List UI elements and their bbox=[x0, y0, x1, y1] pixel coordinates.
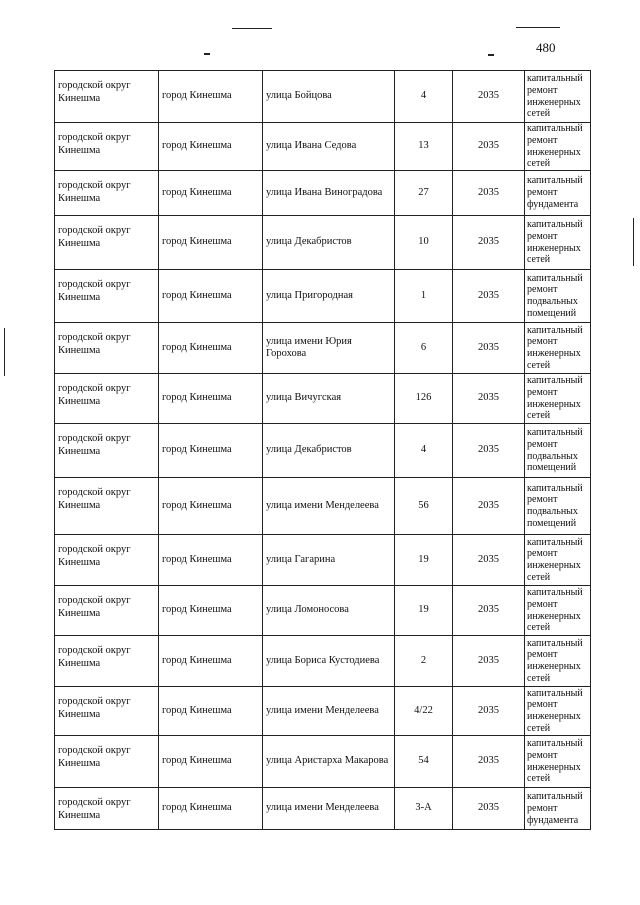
house-number-cell: 4 bbox=[395, 71, 453, 123]
street-cell: улица имени Менделеева bbox=[263, 687, 395, 736]
work-type-cell: капитальный ремонт инженерных сетей bbox=[525, 374, 591, 424]
house-number-cell: 19 bbox=[395, 586, 453, 636]
street-cell: улица Аристарха Макарова bbox=[263, 736, 395, 788]
work-type-cell: капитальный ремонт инженерных сетей bbox=[525, 636, 591, 687]
house-number-cell: 1 bbox=[395, 270, 453, 323]
year-cell: 2035 bbox=[453, 636, 525, 687]
work-type-cell: капитальный ремонт инженерных сетей bbox=[525, 535, 591, 586]
table-row bbox=[55, 374, 591, 424]
table-row bbox=[55, 687, 591, 736]
year-cell: 2035 bbox=[453, 171, 525, 216]
work-type-cell: капитальный ремонт инженерных сетей bbox=[525, 736, 591, 788]
district-cell: городской округ Кинешма bbox=[55, 216, 159, 270]
house-number-cell: 27 bbox=[395, 171, 453, 216]
page-number: 480 bbox=[536, 40, 556, 55]
work-type-cell: капитальный ремонт инженерных сетей bbox=[525, 71, 591, 123]
year-cell: 2035 bbox=[453, 687, 525, 736]
year-cell: 2035 bbox=[453, 374, 525, 424]
table-row bbox=[55, 478, 591, 535]
house-number-cell: 56 bbox=[395, 478, 453, 535]
city-cell: город Кинешма bbox=[159, 535, 263, 586]
district-cell: городской округ Кинешма bbox=[55, 71, 159, 123]
table-row bbox=[55, 535, 591, 586]
housing-repair-table bbox=[54, 70, 591, 830]
work-type-cell: капитальный ремонт подвальных помещений bbox=[525, 270, 591, 323]
city-cell: город Кинешма bbox=[159, 687, 263, 736]
year-cell: 2035 bbox=[453, 478, 525, 535]
street-cell: улица Гагарина bbox=[263, 535, 395, 586]
work-type-cell: капитальный ремонт подвальных помещений bbox=[525, 478, 591, 535]
street-cell: улица Ивана Виноградова bbox=[263, 171, 395, 216]
year-cell: 2035 bbox=[453, 270, 525, 323]
scan-mark-dash-left bbox=[204, 53, 210, 55]
house-number-cell: 10 bbox=[395, 216, 453, 270]
scan-mark-dash-right bbox=[488, 54, 494, 56]
work-type-cell: капитальный ремонт инженерных сетей bbox=[525, 123, 591, 171]
year-cell: 2035 bbox=[453, 586, 525, 636]
city-cell: город Кинешма bbox=[159, 478, 263, 535]
city-cell: город Кинешма bbox=[159, 270, 263, 323]
district-cell: городской округ Кинешма bbox=[55, 171, 159, 216]
scan-mark-top-left bbox=[232, 28, 272, 29]
work-type-cell: капитальный ремонт инженерных сетей bbox=[525, 216, 591, 270]
district-cell: городской округ Кинешма bbox=[55, 788, 159, 830]
house-number-cell: 19 bbox=[395, 535, 453, 586]
street-cell: улица имени Менделеева bbox=[263, 788, 395, 830]
house-number-cell: 4 bbox=[395, 424, 453, 478]
work-type-cell: капитальный ремонт подвальных помещений bbox=[525, 424, 591, 478]
year-cell: 2035 bbox=[453, 123, 525, 171]
work-type-cell: капитальный ремонт инженерных сетей bbox=[525, 586, 591, 636]
district-cell: городской округ Кинешма bbox=[55, 374, 159, 424]
city-cell: город Кинешма bbox=[159, 71, 263, 123]
work-type-cell: капитальный ремонт фундамента bbox=[525, 171, 591, 216]
street-cell: улица Вичугская bbox=[263, 374, 395, 424]
street-cell: улица Бориса Кустодиева bbox=[263, 636, 395, 687]
work-type-cell: капитальный ремонт фундамента bbox=[525, 788, 591, 830]
house-number-cell: 54 bbox=[395, 736, 453, 788]
district-cell: городской округ Кинешма bbox=[55, 535, 159, 586]
table-row bbox=[55, 736, 591, 788]
table-row bbox=[55, 636, 591, 687]
year-cell: 2035 bbox=[453, 788, 525, 830]
work-type-cell: капитальный ремонт инженерных сетей bbox=[525, 687, 591, 736]
city-cell: город Кинешма bbox=[159, 586, 263, 636]
house-number-cell: 4/22 bbox=[395, 687, 453, 736]
city-cell: город Кинешма bbox=[159, 323, 263, 374]
district-cell: городской округ Кинешма bbox=[55, 424, 159, 478]
district-cell: городской округ Кинешма bbox=[55, 736, 159, 788]
table-row bbox=[55, 216, 591, 270]
table-row bbox=[55, 71, 591, 123]
district-cell: городской округ Кинешма bbox=[55, 478, 159, 535]
street-cell: улица Ломоносова bbox=[263, 586, 395, 636]
city-cell: город Кинешма bbox=[159, 736, 263, 788]
table-row bbox=[55, 586, 591, 636]
street-cell: улица имени Юрия Горохова bbox=[263, 323, 395, 374]
district-cell: городской округ Кинешма bbox=[55, 687, 159, 736]
city-cell: город Кинешма bbox=[159, 171, 263, 216]
street-cell: улица имени Менделеева bbox=[263, 478, 395, 535]
city-cell: город Кинешма bbox=[159, 424, 263, 478]
house-number-cell: 6 bbox=[395, 323, 453, 374]
year-cell: 2035 bbox=[453, 323, 525, 374]
table-row bbox=[55, 323, 591, 374]
year-cell: 2035 bbox=[453, 216, 525, 270]
district-cell: городской округ Кинешма bbox=[55, 323, 159, 374]
work-type-cell: капитальный ремонт инженерных сетей bbox=[525, 323, 591, 374]
city-cell: город Кинешма bbox=[159, 216, 263, 270]
street-cell: улица Бойцова bbox=[263, 71, 395, 123]
table-row bbox=[55, 171, 591, 216]
city-cell: город Кинешма bbox=[159, 123, 263, 171]
table-row bbox=[55, 270, 591, 323]
city-cell: город Кинешма bbox=[159, 636, 263, 687]
street-cell: улица Декабристов bbox=[263, 216, 395, 270]
scan-mark-edge-left bbox=[4, 328, 5, 376]
house-number-cell: 126 bbox=[395, 374, 453, 424]
year-cell: 2035 bbox=[453, 736, 525, 788]
table-row bbox=[55, 424, 591, 478]
district-cell: городской округ Кинешма bbox=[55, 123, 159, 171]
year-cell: 2035 bbox=[453, 424, 525, 478]
house-number-cell: 13 bbox=[395, 123, 453, 171]
city-cell: город Кинешма bbox=[159, 374, 263, 424]
year-cell: 2035 bbox=[453, 71, 525, 123]
table-row bbox=[55, 788, 591, 830]
house-number-cell: 2 bbox=[395, 636, 453, 687]
street-cell: улица Пригородная bbox=[263, 270, 395, 323]
table-row bbox=[55, 123, 591, 171]
street-cell: улица Ивана Седова bbox=[263, 123, 395, 171]
scan-mark-top-right bbox=[516, 27, 560, 28]
scan-mark-edge-right bbox=[633, 218, 634, 266]
street-cell: улица Декабристов bbox=[263, 424, 395, 478]
district-cell: городской округ Кинешма bbox=[55, 586, 159, 636]
district-cell: городской округ Кинешма bbox=[55, 270, 159, 323]
house-number-cell: 3-А bbox=[395, 788, 453, 830]
year-cell: 2035 bbox=[453, 535, 525, 586]
district-cell: городской округ Кинешма bbox=[55, 636, 159, 687]
city-cell: город Кинешма bbox=[159, 788, 263, 830]
